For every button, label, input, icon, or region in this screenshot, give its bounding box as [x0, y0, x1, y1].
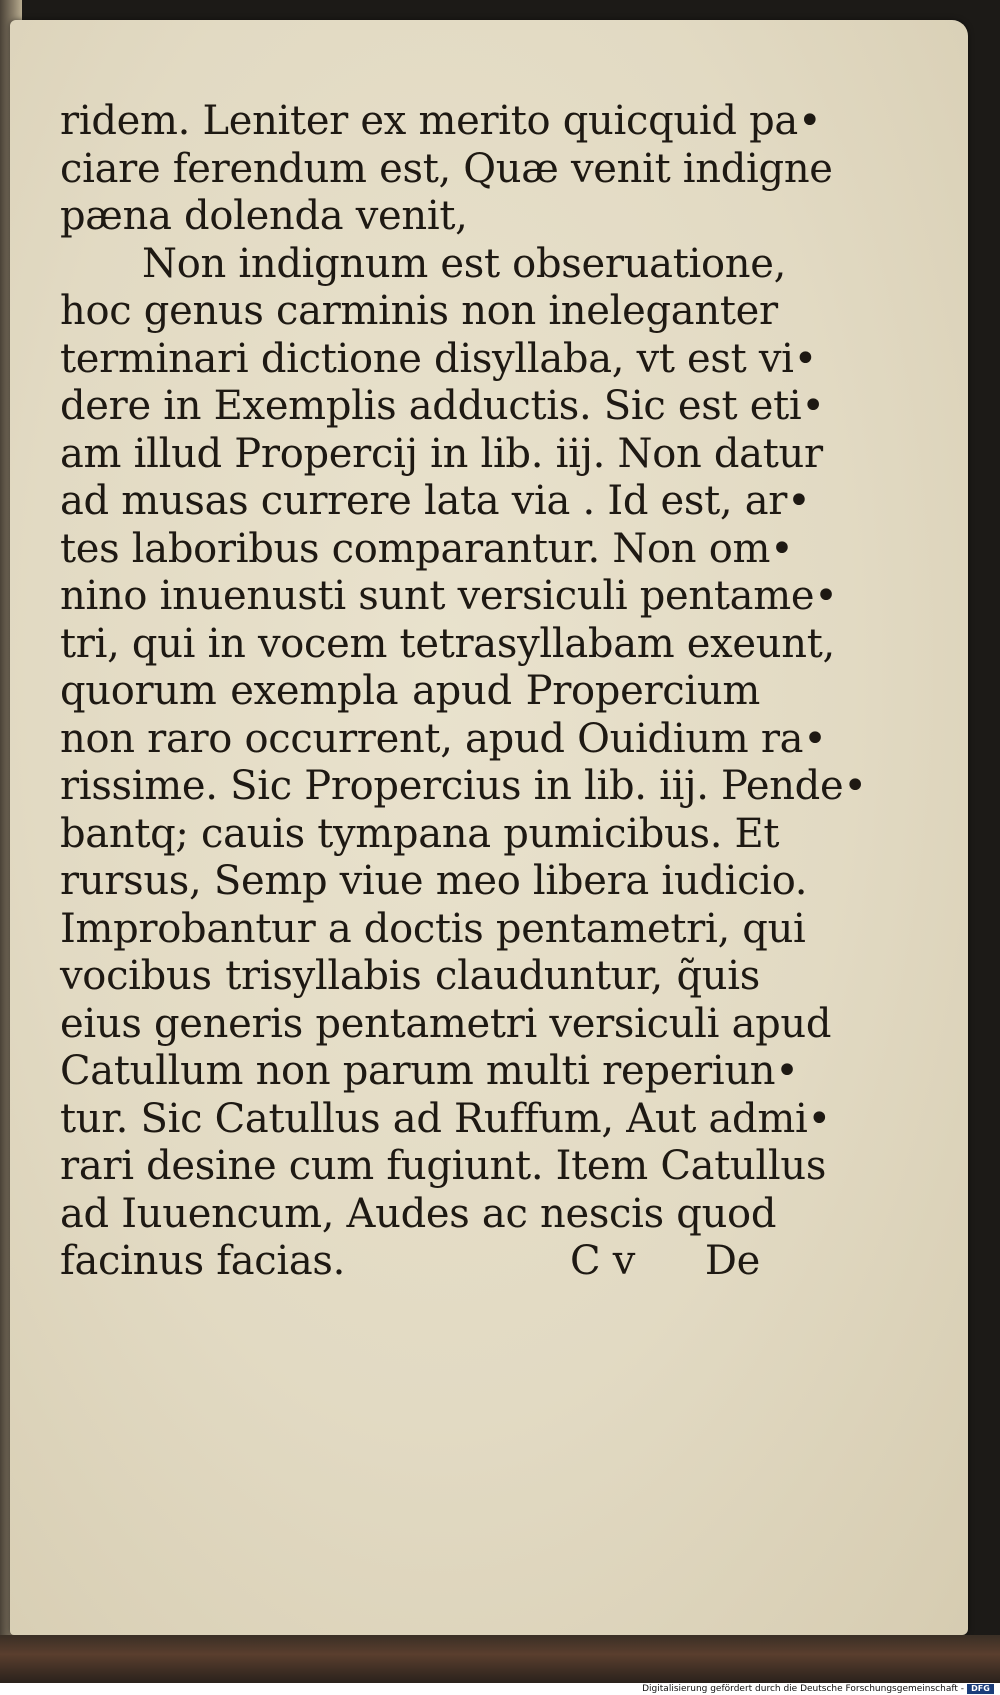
text-line-last: facinus facias.: [60, 1238, 346, 1284]
text-line: terminari dictione disyllaba, vt est vi•: [60, 335, 817, 382]
digitization-credit: Digitalisierung gefördert durch die Deutsche Forschungsgemeinschaft -: [642, 1684, 964, 1694]
text-line: ridem. Leniter ex merito quicquid pa•: [60, 98, 822, 144]
text-line: nino inuenusti sunt versiculi pentame•: [60, 573, 838, 619]
text-line: rursus, Semp viue meo libera iudicio.: [60, 858, 808, 904]
text-line: rari desine cum fugiunt. Item Catullus: [60, 1143, 827, 1189]
text-line: Catullum non parum multi reperiun•: [60, 1048, 799, 1094]
signature-mark: C v: [570, 1238, 636, 1284]
text-line: quorum exempla apud Propercium: [60, 668, 760, 714]
text-line: Improbantur a doctis pentametri, qui: [60, 905, 806, 952]
text-line: am illud Propercij in lib. iij. Non datur: [60, 430, 823, 477]
text-line: non raro occurrent, apud Ouidium ra•: [60, 715, 827, 762]
dfg-logo: DFG: [967, 1684, 994, 1694]
text-line: hoc genus carminis non ineleganter: [60, 288, 778, 334]
page-text: [60, 98, 867, 1286]
text-line: tes laboribus comparantur. Non om•: [60, 525, 794, 572]
catchword: De: [704, 1238, 760, 1284]
book-cover-edge: [0, 1635, 1000, 1683]
text-line: ad Iuuencum, Audes ac nescis quod: [60, 1190, 777, 1237]
text-line: vocibus trisyllabis clauduntur, q̃uis: [60, 953, 760, 999]
text-line: pæna dolenda venit,: [60, 193, 468, 239]
text-line: bantq; cauis tympana pumicibus. Et: [60, 810, 780, 857]
final-line: [60, 1238, 760, 1286]
text-line: tur. Sic Catullus ad Ruffum, Aut admi•: [60, 1095, 831, 1142]
text-line: eius generis pentametri versiculi apud: [60, 1000, 832, 1047]
text-line: ciare ferendum est, Quæ venit indigne: [60, 145, 833, 192]
text-line: tri, qui in vocem tetrasyllabam exeunt,: [60, 620, 835, 667]
digitization-footer: [0, 1683, 1000, 1695]
text-line: ad musas currere lata via . Id est, ar•: [60, 478, 811, 524]
text-line: dere in Exemplis adductis. Sic est eti•: [60, 383, 825, 429]
text-line: Non indignum est obseruatione,: [142, 240, 786, 287]
text-line: rissime. Sic Propercius in lib. iij. Pende•: [60, 763, 867, 809]
